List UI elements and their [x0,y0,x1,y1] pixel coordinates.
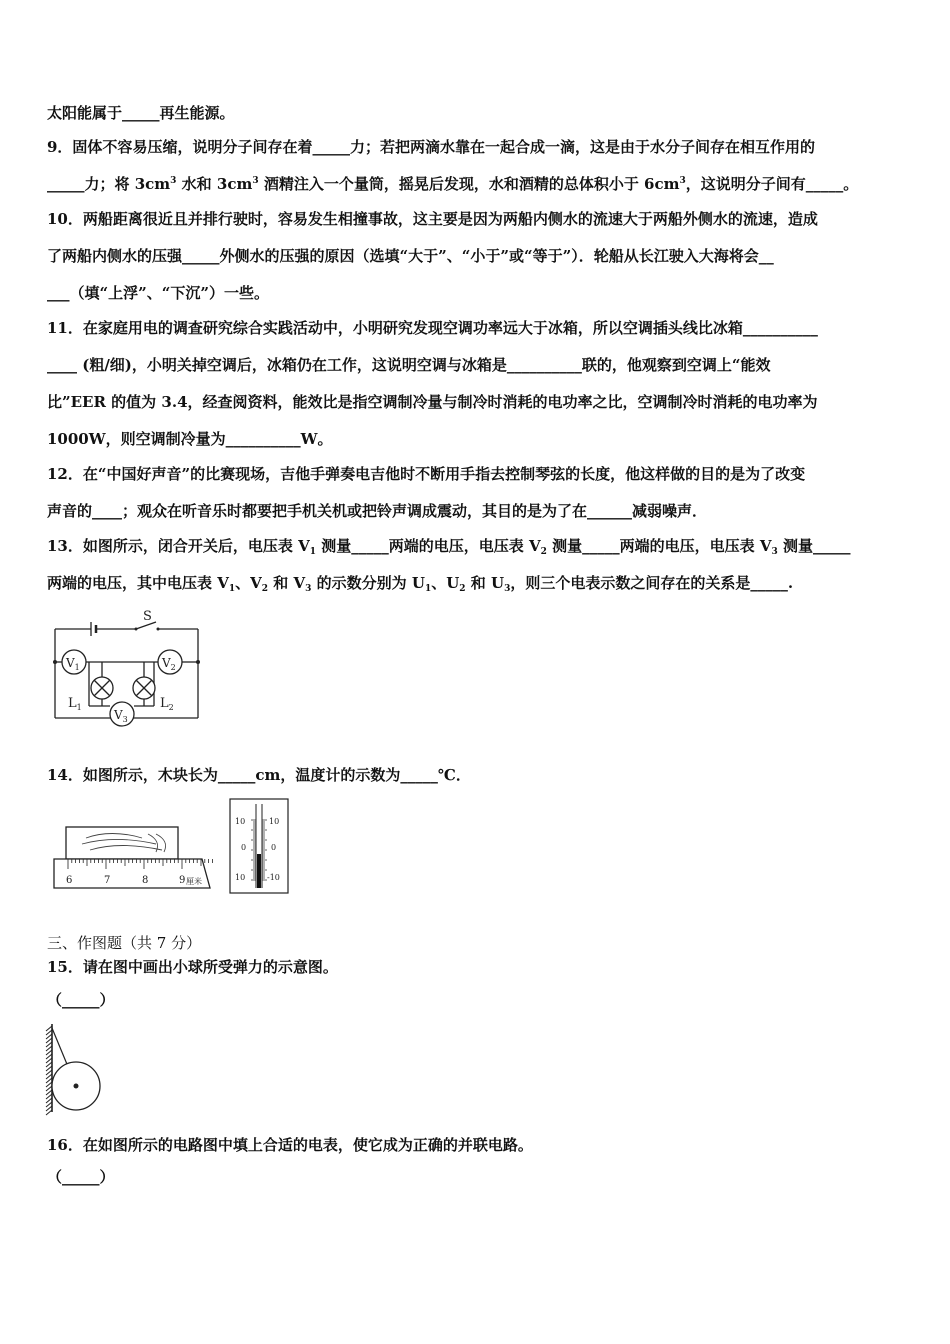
subscript: 2 [459,584,466,594]
ball-center [74,1084,79,1089]
v2-letter: V [162,656,171,670]
v2-sub: 2 [170,663,176,672]
junction-dot [196,660,200,664]
superscript: 3 [170,176,177,186]
ball-wall-figure [44,1022,106,1114]
text: 的示数分别为 U [311,574,425,592]
question-12-line-1 [47,464,907,484]
lamp-l1-label [68,696,82,712]
v3-letter: V [114,708,123,722]
superscript: 3 [679,176,686,186]
subscript: 1 [424,584,432,594]
text: ，这说明分子间有_____。 [685,175,859,193]
voltmeter-v2 [158,650,182,674]
text: 水和 3cm [176,175,253,193]
voltmeter-v3 [110,702,134,726]
switch-label: S [143,609,152,624]
ruler-label-6: 6 [66,875,73,886]
ruler-label-8: 8 [142,875,149,886]
switch-contact [157,628,160,631]
text: _____力；将 3cm [47,175,171,193]
l1-letter: L [68,696,77,711]
subscript: 3 [771,547,778,557]
subscript: 3 [504,584,511,594]
thermometer-liquid [257,854,261,888]
question-9-line-2 [47,174,907,194]
junction-dot [53,660,57,664]
text: ___（填“上浮”、“下沉”）一些。 [47,284,270,302]
text: 11．在家庭用电的调查研究综合实践活动中，小明研究发现空调功率远大于冰箱，所以空调插头线比冰箱__________ [47,319,818,337]
text: 12．在“中国好声音”的比赛现场，吉他手弹奏电吉他时不断用手指去控制琴弦的长度，他这样做的目的是为了改变 [47,465,806,483]
text: 测量_____ [777,537,851,555]
subscript: 1 [309,547,317,557]
question-16-answer-blank [47,1167,907,1187]
thermo-label-right-10: 10 [269,817,280,826]
v3-sub: 3 [122,715,128,724]
question-10-line-2 [47,246,907,266]
question-12-line-2 [47,501,907,521]
question-16-line [47,1135,907,1155]
thermo-label-right-0: 0 [271,843,277,852]
ruler-label-9: 9 [179,875,186,886]
thermo-label-left-10: 10 [235,817,246,826]
text: 15．请在图中画出小球所受弹力的示意图。 [47,958,338,976]
ruler-label-7: 7 [104,875,111,886]
question-11-line-1 [47,318,907,338]
text: 太阳能属于_____再生能源。 [47,104,235,122]
text: 10．两船距离很近且并排行驶时，容易发生相撞事故，这主要是因为两船内侧水的流速大于两船外侧水的流速，造成 [47,210,818,228]
question-15-answer-blank [47,990,907,1010]
question-11-line-4 [47,429,907,449]
question-11-line-3 [47,392,907,412]
switch-contact [135,628,138,631]
thermo-label-left-minus10: 10 [235,873,246,882]
v1-letter: V [66,656,75,670]
text: （_____） [47,991,115,1009]
lamp-l2-label [160,696,174,712]
text: 两端的电压，其中电压表 V [47,574,229,592]
text: 三、作图题（共 7 分） [47,934,202,952]
subscript: 1 [228,584,236,594]
lamp-l1-icon [91,677,113,699]
thermo-label-right-minus10: -10 [267,873,280,882]
text: 测量_____两端的电压，电压表 V [546,537,772,555]
text: 、V [235,574,262,592]
wall-hatching [46,1026,52,1115]
ruler-figure [52,826,217,890]
subscript: 2 [540,547,547,557]
v1-sub: 1 [74,663,80,672]
line-solar-energy [47,103,907,123]
superscript: 3 [252,176,259,186]
lamp-l2-icon [133,677,155,699]
text: 和 U [465,574,505,592]
question-9-line-1 [47,137,907,157]
question-11-line-2 [47,355,907,375]
text: 和 V [268,574,306,592]
subscript: 3 [305,584,312,594]
thermometer-figure [229,798,289,894]
l1-sub: 1 [76,703,82,712]
question-10-line-1 [47,209,907,229]
text: 了两船内侧水的压强_____外侧水的压强的原因（选填“大于”、“小于”或“等于”）．轮船从长江驶入大海将会__ [47,247,774,265]
question-10-line-3 [47,283,907,303]
text: 1000W，则空调制冷量为__________W。 [47,430,333,448]
thermo-label-left-0: 0 [241,843,247,852]
voltmeter-v1 [62,650,86,674]
section-3-heading [47,933,907,953]
text: 14．如图所示，木块长为_____cm，温度计的示数为_____℃． [47,766,471,784]
text: 16．在如图所示的电路图中填上合适的电表，使它成为正确的并联电路。 [47,1136,533,1154]
text: 、U [431,574,460,592]
text: 9．固体不容易压缩，说明分子间存在着_____力；若把两滴水靠在一起合成一滴，这是由于水分子间存在相互作用的 [47,138,815,156]
question-13-line-2 [47,573,907,593]
ruler-unit: 厘米 [186,877,202,886]
question-14-line [47,765,907,785]
text: 13．如图所示，闭合开关后，电压表 V [47,537,310,555]
text: 测量_____两端的电压，电压表 V [316,537,541,555]
question-15-line [47,957,907,977]
l2-letter: L [160,696,169,711]
l2-sub: 2 [168,703,174,712]
text: ____ (粗/细)，小明关掉空调后，冰箱仍在工作，这说明空调与冰箱是__________联的，他观察到空调上“能效 [47,356,771,374]
subscript: 2 [261,584,269,594]
text: 比”EER 的值为 3.4，经查阅资料，能效比是指空调制冷量与制冷时消耗的电功率之比，空调制冷时消耗的电功率为 [47,393,818,411]
wood-block [66,827,178,859]
question-13-line-1 [47,536,907,556]
text: 酒精注入一个量筒，摇晃后发现，水和酒精的总体积小于 6cm [258,175,680,193]
text: ，则三个电表示数之间存在的关系是_____. [510,574,794,592]
text: 声音的____；观众在听音乐时都要把手机关机或把铃声调成震动，其目的是为了在______减弱噪声． [47,502,708,520]
text: （_____） [47,1168,115,1186]
circuit-diagram [48,608,208,728]
